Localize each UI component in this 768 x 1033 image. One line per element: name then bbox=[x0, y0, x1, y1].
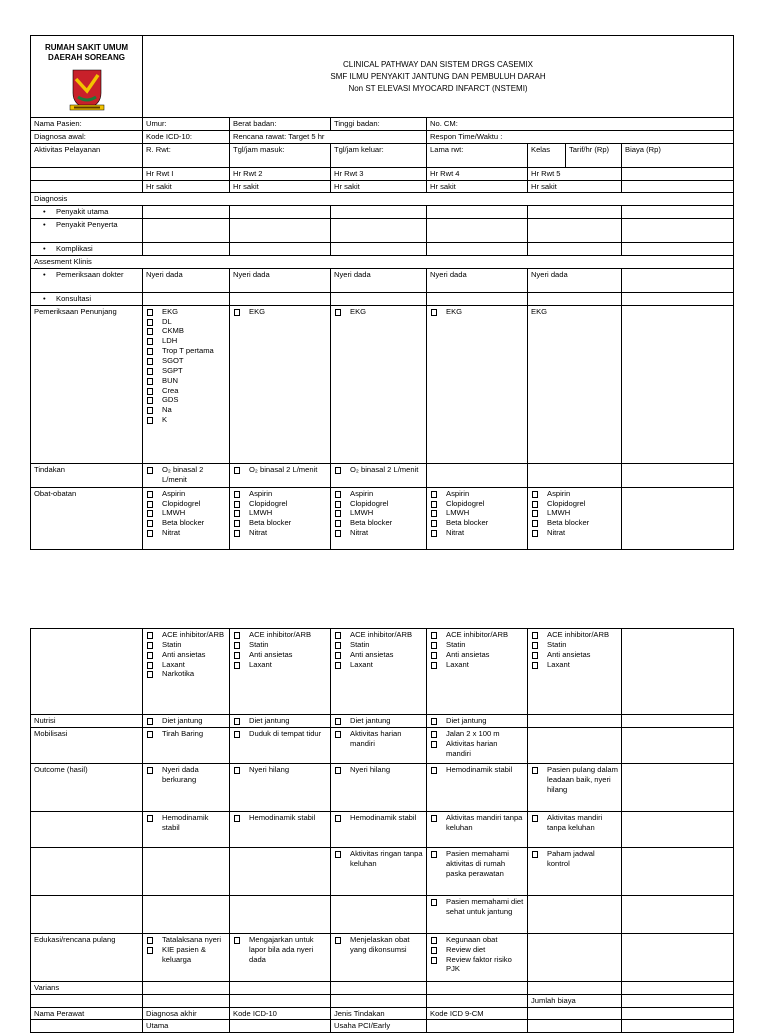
checkbox-item: Hemodinamik stabil bbox=[233, 813, 327, 823]
section-obat: Obat-obatan bbox=[31, 487, 143, 549]
day-1: Hr Rwt I bbox=[143, 167, 230, 180]
label-rencana: Rencana rawat: Target 5 hr bbox=[230, 130, 427, 143]
assesment-item: • Konsultasi bbox=[56, 294, 139, 304]
day-3: Hr Rwt 3 bbox=[331, 167, 427, 180]
checkbox-item: ACE inhibitor/ARB bbox=[334, 630, 423, 640]
ekg-day-5: EKG bbox=[528, 305, 622, 463]
hospital-logo bbox=[67, 67, 107, 113]
section-edukasi: Edukasi/rencana pulang bbox=[31, 933, 143, 981]
checkbox-item: Aspirin bbox=[334, 489, 423, 499]
checkbox-item: Na bbox=[146, 405, 226, 415]
checkbox-item: Statin bbox=[233, 640, 327, 650]
checkbox-item: Statin bbox=[334, 640, 423, 650]
label-tgl-keluar: Tgl/jam keluar: bbox=[331, 143, 427, 167]
document-title bbox=[143, 36, 734, 118]
hr-sakit: Hr sakit bbox=[143, 180, 230, 193]
checkbox-item: EKG bbox=[233, 307, 327, 317]
day-4: Hr Rwt 4 bbox=[427, 167, 528, 180]
section-diagnosis: Diagnosis bbox=[31, 193, 734, 206]
checkbox-item: SGPT bbox=[146, 366, 226, 376]
day-2: Hr Rwt 2 bbox=[230, 167, 331, 180]
label-kelas: Kelas bbox=[528, 143, 566, 167]
label-nocm: No. CM: bbox=[427, 118, 734, 131]
hospital-name bbox=[31, 36, 143, 118]
checkbox-item: Beta blocker bbox=[334, 518, 423, 528]
checkbox-item: Clopidogrel bbox=[334, 499, 423, 509]
checkbox-item: LMWH bbox=[430, 508, 524, 518]
checkbox-item: Aktivitas mandiri tanpa keluhan bbox=[430, 813, 524, 833]
checkbox-item: EKG bbox=[334, 307, 423, 317]
label-berat: Berat badan: bbox=[230, 118, 331, 131]
pathway-page-1 bbox=[30, 35, 733, 550]
checkbox-item: Statin bbox=[430, 640, 524, 650]
checkbox-item: Aktivitas ringan tanpa keluhan bbox=[334, 849, 423, 869]
checkbox-item: Nitrat bbox=[233, 528, 327, 538]
checkbox-item: Pasien memahami diet sehat untuk jantung bbox=[430, 897, 524, 917]
checkbox-item: Aspirin bbox=[430, 489, 524, 499]
section-mobilisasi: Mobilisasi bbox=[31, 727, 143, 763]
hr-sakit: Hr sakit bbox=[427, 180, 528, 193]
label-biaya: Biaya (Rp) bbox=[622, 143, 734, 167]
hr-sakit: Hr sakit bbox=[230, 180, 331, 193]
checkbox-item: EKG bbox=[146, 307, 226, 317]
checkbox-item: Menjelaskan obat yang dikonsumsi bbox=[334, 935, 423, 955]
obat-cont-list bbox=[430, 630, 524, 669]
checkbox-item: Nitrat bbox=[531, 528, 618, 538]
checkbox-item: Statin bbox=[146, 640, 226, 650]
checkbox-item: Anti ansietas bbox=[233, 650, 327, 660]
checkbox-item: Kegunaan obat bbox=[430, 935, 524, 945]
label-aktivitas: Aktivitas Pelayanan bbox=[31, 143, 143, 167]
checkbox-item: Diet jantung bbox=[146, 716, 226, 726]
nyeri-dada: Nyeri dada bbox=[331, 268, 427, 292]
checkbox-item: Nyeri dada berkurang bbox=[146, 765, 226, 785]
label-usaha-pci: Usaha PCI/Early bbox=[331, 1020, 427, 1033]
checkbox-item: Jalan 2 x 100 m bbox=[430, 729, 524, 739]
hr-sakit: Hr sakit bbox=[331, 180, 427, 193]
checkbox-item: ACE inhibitor/ARB bbox=[233, 630, 327, 640]
label-kode-icd-10: Kode ICD-10 bbox=[230, 1007, 331, 1020]
checkbox-item: Duduk di tempat tidur bbox=[233, 729, 327, 739]
checkbox-item: Diet jantung bbox=[233, 716, 327, 726]
label-diagnosa-awal: Diagnosa awal: bbox=[31, 130, 143, 143]
checkbox-item: O₂ binasal 2 L/menit bbox=[334, 465, 423, 475]
checkbox-item: Hemodinamik stabil bbox=[146, 813, 226, 833]
obat-list bbox=[233, 489, 327, 538]
checkbox-item: Anti ansietas bbox=[146, 650, 226, 660]
hr-sakit: Hr sakit bbox=[528, 180, 622, 193]
section-assesment: Assesment Klinis bbox=[31, 256, 734, 269]
obat-list bbox=[146, 489, 226, 538]
section-tindakan: Tindakan bbox=[31, 463, 143, 487]
obat-cont-list bbox=[334, 630, 423, 669]
checkbox-item: O₂ binasal 2 L/menit bbox=[146, 465, 226, 485]
assesment-item: • Pemeriksaan dokter bbox=[56, 270, 139, 280]
obat-list bbox=[334, 489, 423, 538]
checkbox-item: LMWH bbox=[334, 508, 423, 518]
label-jenis-tindakan: Jenis Tindakan bbox=[331, 1007, 427, 1020]
checkbox-item: Pasien memahami aktivitas di rumah paska perawatan bbox=[430, 849, 524, 879]
penunjang-list-day-1 bbox=[146, 307, 226, 425]
checkbox-item: Diet jantung bbox=[334, 716, 423, 726]
checkbox-item: DL bbox=[146, 317, 226, 327]
obat-cont-list bbox=[146, 630, 226, 679]
checkbox-item: Clopidogrel bbox=[430, 499, 524, 509]
label-tarif: Tarif/hr (Rp) bbox=[566, 143, 622, 167]
checkbox-item: Laxant bbox=[334, 660, 423, 670]
checkbox-item: Nitrat bbox=[430, 528, 524, 538]
hospital-line-2: DAERAH SOREANG bbox=[48, 52, 125, 62]
checkbox-item: Mengajarkan untuk lapor bila ada nyeri dada bbox=[233, 935, 327, 965]
checkbox-item: Crea bbox=[146, 386, 226, 396]
checkbox-item: Hemodinamik stabil bbox=[430, 765, 524, 775]
checkbox-item: Diet jantung bbox=[430, 716, 524, 726]
checkbox-item: GDS bbox=[146, 395, 226, 405]
label-kode-icd: Kode ICD-10: bbox=[143, 130, 230, 143]
label-jumlah-biaya: Jumlah biaya bbox=[528, 994, 622, 1007]
label-tinggi: Tinggi badan: bbox=[331, 118, 427, 131]
checkbox-item: K bbox=[146, 415, 226, 425]
nyeri-dada: Nyeri dada bbox=[143, 268, 230, 292]
checkbox-item: Beta blocker bbox=[233, 518, 327, 528]
checkbox-item: Beta blocker bbox=[430, 518, 524, 528]
checkbox-item: Aktivitas harian mandiri bbox=[334, 729, 423, 749]
label-lama: Lama rwt: bbox=[427, 143, 528, 167]
checkbox-item: Laxant bbox=[233, 660, 327, 670]
checkbox-item: Statin bbox=[531, 640, 618, 650]
checkbox-item: Aktivitas mandiri tanpa keluhan bbox=[531, 813, 618, 833]
label-umur: Umur: bbox=[143, 118, 230, 131]
checkbox-item: Laxant bbox=[531, 660, 618, 670]
checkbox-item: LMWH bbox=[146, 508, 226, 518]
checkbox-item: Review faktor risiko PJK bbox=[430, 955, 524, 975]
checkbox-item: Tatalaksana nyeri bbox=[146, 935, 226, 945]
section-varians: Varians bbox=[31, 981, 143, 994]
checkbox-item: Nyeri hilang bbox=[334, 765, 423, 775]
checkbox-item: Anti ansietas bbox=[334, 650, 423, 660]
checkbox-item: Clopidogrel bbox=[531, 499, 618, 509]
section-nutrisi: Nutrisi bbox=[31, 715, 143, 728]
checkbox-item: Laxant bbox=[430, 660, 524, 670]
checkbox-item: Anti ansietas bbox=[430, 650, 524, 660]
checkbox-item: ACE inhibitor/ARB bbox=[146, 630, 226, 640]
checkbox-item: EKG bbox=[430, 307, 524, 317]
checkbox-item: Pasien pulang dalam leadaan baik, nyeri hilang bbox=[531, 765, 618, 795]
checkbox-item: Nyeri hilang bbox=[233, 765, 327, 775]
checkbox-item: Review diet bbox=[430, 945, 524, 955]
checkbox-item: LMWH bbox=[531, 508, 618, 518]
section-penunjang: Pemeriksaan Penunjang bbox=[31, 305, 143, 463]
label-r-rwt: R. Rwt: bbox=[143, 143, 230, 167]
checkbox-item: Anti ansietas bbox=[531, 650, 618, 660]
checkbox-item: Narkotika bbox=[146, 669, 226, 679]
checkbox-item: ACE inhibitor/ARB bbox=[430, 630, 524, 640]
section-outcome: Outcome (hasil) bbox=[31, 763, 143, 811]
nyeri-dada: Nyeri dada bbox=[230, 268, 331, 292]
checkbox-item: CKMB bbox=[146, 326, 226, 336]
checkbox-item: Trop T pertama bbox=[146, 346, 226, 356]
obat-cont-list bbox=[233, 630, 327, 669]
checkbox-item: Laxant bbox=[146, 660, 226, 670]
checkbox-item: Aspirin bbox=[233, 489, 327, 499]
label-kode-icd-9: Kode ICD 9-CM bbox=[427, 1007, 528, 1020]
label-utama: Utama bbox=[143, 1020, 230, 1033]
title-line-1: CLINICAL PATHWAY DAN SISTEM DRGS CASEMIX bbox=[343, 59, 533, 69]
checkbox-item: Beta blocker bbox=[531, 518, 618, 528]
checkbox-item: LMWH bbox=[233, 508, 327, 518]
checkbox-item: KIE pasien & keluarga bbox=[146, 945, 226, 965]
obat-list bbox=[430, 489, 524, 538]
checkbox-item: ACE inhibitor/ARB bbox=[531, 630, 618, 640]
diagnosis-item: • Penyakit Penyerta bbox=[56, 220, 139, 230]
title-line-2: SMF ILMU PENYAKIT JANTUNG DAN PEMBULUH DARAH bbox=[330, 71, 546, 81]
label-diagnosa-akhir: Diagnosa akhir bbox=[143, 1007, 230, 1020]
pathway-page-2 bbox=[30, 628, 733, 1033]
checkbox-item: Paham jadwal kontrol bbox=[531, 849, 618, 869]
obat-list bbox=[531, 489, 618, 538]
checkbox-item: Nitrat bbox=[146, 528, 226, 538]
checkbox-item: O₂ binasal 2 L/menit bbox=[233, 465, 327, 475]
obat-cont-list bbox=[531, 630, 618, 669]
label-nama: Nama Pasien: bbox=[31, 118, 143, 131]
diagnosis-item: • Penyakit utama bbox=[56, 207, 139, 217]
nyeri-dada: Nyeri dada bbox=[427, 268, 528, 292]
checkbox-item: Aspirin bbox=[146, 489, 226, 499]
label-tgl-masuk: Tgl/jam masuk: bbox=[230, 143, 331, 167]
checkbox-item: Nitrat bbox=[334, 528, 423, 538]
diagnosis-item: • Komplikasi bbox=[56, 244, 139, 254]
title-line-3: Non ST ELEVASI MYOCARD INFARCT (NSTEMI) bbox=[348, 83, 528, 93]
hospital-line-1: RUMAH SAKIT UMUM bbox=[44, 42, 129, 52]
checkbox-item: Hemodinamik stabil bbox=[334, 813, 423, 823]
checkbox-item: Aktivitas harian mandiri bbox=[430, 739, 524, 759]
checkbox-item: Beta blocker bbox=[146, 518, 226, 528]
checkbox-item: LDH bbox=[146, 336, 226, 346]
nyeri-dada: Nyeri dada bbox=[528, 268, 622, 292]
label-nama-perawat: Nama Perawat bbox=[31, 1007, 143, 1020]
label-respon: Respon Time/Waktu : bbox=[427, 130, 734, 143]
checkbox-item: Clopidogrel bbox=[233, 499, 327, 509]
day-5: Hr Rwt 5 bbox=[528, 167, 622, 180]
checkbox-item: SGOT bbox=[146, 356, 226, 366]
checkbox-item: Clopidogrel bbox=[146, 499, 226, 509]
checkbox-item: Aspirin bbox=[531, 489, 618, 499]
checkbox-item: Tirah Baring bbox=[146, 729, 226, 739]
checkbox-item: BUN bbox=[146, 376, 226, 386]
